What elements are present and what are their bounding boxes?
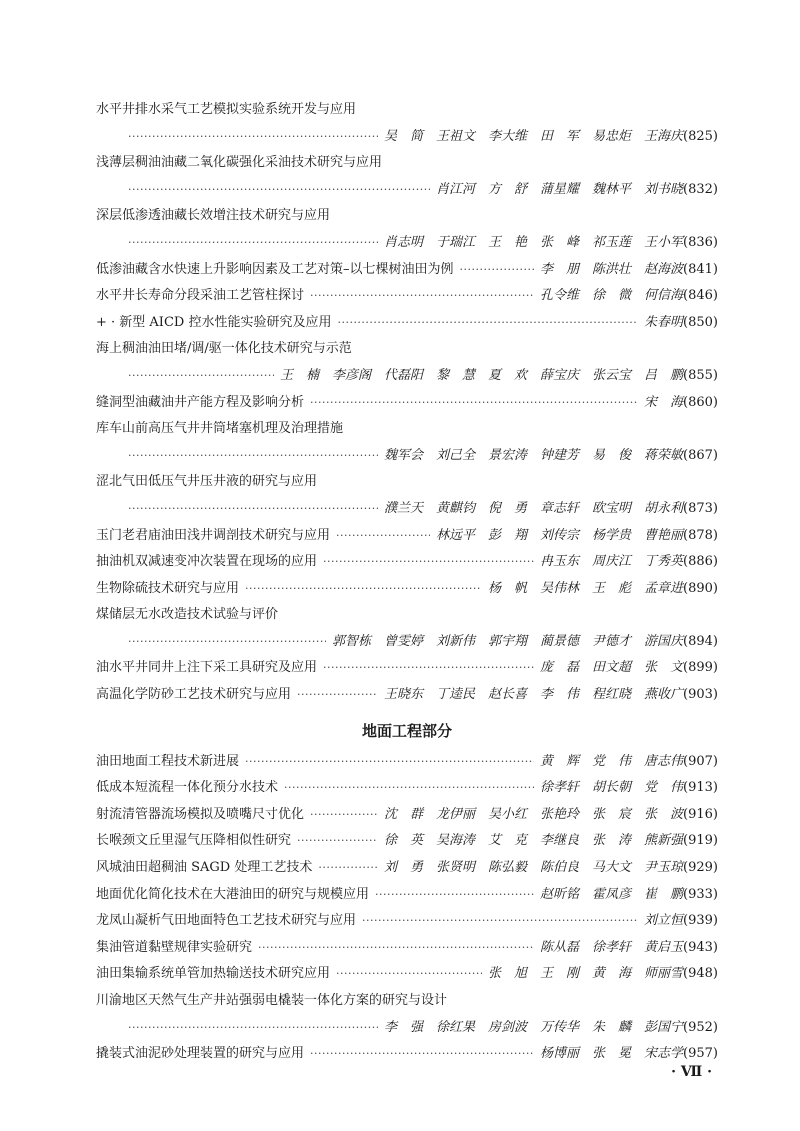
toc-entry [96, 883, 718, 910]
toc-entry-title: 撬装式油泥砂处理装置的研究与应用 [96, 1046, 305, 1062]
toc-entry [96, 962, 718, 989]
toc-entry-page: (929) [683, 860, 718, 876]
toc-entry-title: 水平井排水采气工艺模拟实验系统开发与应用 [96, 102, 357, 117]
toc-entry-authors: 李 朋 陈洪壮 赵海波 [540, 261, 684, 277]
toc-entry-authors: 庞 磊 田文超 张 文 [540, 660, 684, 676]
table-of-contents [96, 98, 718, 1069]
toc-entry-title-row [96, 151, 718, 178]
toc-entry-author-row [96, 231, 718, 258]
toc-entry-author-row [96, 178, 718, 205]
leader-dots [318, 861, 378, 874]
toc-entry [96, 803, 718, 830]
toc-entry-title: 地面优化简化技术在大港油田的研究与规模应用 [96, 886, 370, 902]
toc-list-part-1 [96, 98, 718, 710]
toc-entry-title: 涩北气田低压气井压井液的研究与应用 [96, 474, 318, 490]
toc-entry-authors: 刘立恒 [644, 913, 684, 929]
toc-entry-title: 低成本短流程一体化预分水技术 [96, 780, 279, 796]
toc-entry-authors: 吴 简 王祖文 李大维 田 军 易忠炬 王海庆 [384, 128, 684, 144]
toc-entry [96, 258, 718, 285]
leader-dots [323, 661, 534, 674]
toc-entry-page: (836) [683, 234, 718, 250]
toc-entry-title: 玉门老君庙油田浅井调剖技术研究与应用 [96, 527, 331, 543]
toc-entry-title: 川渝地区天然气生产井站强弱电橇装一体化方案的研究与设计 [96, 993, 448, 1008]
leader-dots [128, 130, 378, 143]
toc-entry-authors: 刘 勇 张贤明 陈弘毅 陈伯良 马大文 尹玉琼 [384, 860, 684, 876]
leader-dots [323, 555, 534, 568]
toc-entry-author-row [96, 125, 718, 152]
toc-entry-author-row [96, 364, 718, 391]
leader-dots [128, 369, 274, 382]
toc-entry-authors: 陈从磊 徐孝轩 黄启玉 [540, 939, 684, 955]
toc-entry-page: (933) [683, 886, 718, 902]
toc-entry-title: 高温化学防砂工艺技术研究与应用 [96, 687, 292, 703]
toc-entry-authors: 杨博丽 张 冕 宋志学 [540, 1046, 684, 1062]
toc-entry-page: (825) [683, 128, 718, 144]
toc-entry-page: (873) [683, 500, 718, 516]
toc-entry-page: (957) [683, 1046, 718, 1062]
toc-entry-title: 油水平井同井上注下采工具研究及应用 [96, 660, 318, 676]
leader-dots [258, 941, 534, 954]
toc-entry-title: 龙凤山凝析气田地面特色工艺技术研究与应用 [96, 913, 357, 929]
leader-dots [310, 289, 534, 302]
toc-entry [96, 656, 718, 683]
toc-entry [96, 776, 718, 803]
toc-entry-page: (913) [683, 780, 718, 796]
section-heading: 地面工程部分 [361, 721, 452, 740]
toc-entry-page: (943) [683, 939, 718, 955]
toc-entry-title: 浅薄层稠油油藏二氧化碳强化采油技术研究与应用 [96, 155, 383, 171]
leader-dots [245, 582, 482, 595]
toc-entry-authors: 徐孝轩 胡长朝 党 伟 [540, 780, 684, 796]
toc-entry-title-row [96, 204, 718, 231]
toc-entry [96, 829, 718, 856]
toc-entry-authors: 沈 群 龙伊丽 吴小红 张艳玲 张 宸 张 波 [384, 806, 684, 822]
toc-entry-page: (832) [683, 181, 718, 197]
leader-dots [284, 781, 534, 794]
leader-dots [310, 808, 378, 821]
leader-dots [297, 834, 378, 847]
toc-entry-page: (939) [683, 913, 718, 929]
toc-entry-page: (890) [683, 580, 718, 596]
toc-entry-title: 长喉颈文丘里湿气压降相似性研究 [96, 833, 292, 849]
leader-dots [336, 967, 482, 980]
toc-entry [96, 750, 718, 777]
toc-entry-authors: 孔令维 徐 微 何信海 [540, 288, 684, 304]
toc-entry-title: 风城油田超稠油 SAGD 处理工艺技术 [96, 860, 313, 876]
leader-dots [310, 396, 638, 409]
toc-entry-page: (850) [683, 314, 718, 330]
toc-entry-title: 煤储层无水改造技术试验与评价 [96, 607, 279, 623]
toc-entry-title: 油田地面工程技术新进展 [96, 753, 240, 769]
leader-dots [336, 529, 430, 542]
toc-entry-title: 库车山前高压气井井筒堵塞机理及治理措施 [96, 421, 344, 437]
toc-entry-authors: 冉玉东 周庆江 丁秀英 [540, 554, 684, 570]
leader-dots [245, 755, 534, 768]
leader-dots [297, 688, 378, 701]
leader-dots [310, 1047, 534, 1060]
toc-entry-author-row [96, 1016, 718, 1043]
toc-entry-title: 抽油机双减速变冲次装置在现场的应用 [96, 554, 318, 570]
toc-entry-title-row [96, 603, 718, 630]
toc-entry-title: 缝洞型油藏油井产能方程及影响分析 [96, 394, 305, 410]
toc-entry-authors: 魏军会 刘己全 景宏涛 钟建芳 易 俊 蒋荣敏 [384, 447, 684, 463]
toc-entry-authors: 朱春明 [644, 314, 684, 330]
leader-dots [128, 635, 326, 648]
toc-entry-authors: 王 楠 李彦阁 代磊阳 黎 慧 夏 欢 薛宝庆 张云宝 吕 鹏 [280, 367, 684, 383]
leader-dots [128, 1021, 378, 1034]
toc-entry-authors: 黄 辉 党 伟 唐志伟 [540, 753, 684, 769]
toc-entry [96, 683, 718, 710]
toc-entry-title: 射流清管器流场模拟及喷嘴尺寸优化 [96, 806, 305, 822]
toc-entry-authors: 李 强 徐红果 房剑波 万传华 朱 麟 彭国宁 [384, 1019, 684, 1035]
toc-entry-author-row [96, 630, 718, 657]
toc-entry-title: 海上稠油油田堵/调/驱一体化技术研究与示范 [96, 341, 352, 357]
toc-entry-authors: 郭智栋 曾雯婷 刘新伟 郭宇翔 蔺景德 尹德才 游国庆 [332, 633, 684, 649]
toc-entry-authors: 肖江河 方 舒 蒲星耀 魏林平 刘书晓 [436, 181, 684, 197]
toc-entry-title: 水平井长寿命分段采油工艺管柱探讨 [96, 288, 305, 304]
toc-entry [96, 856, 718, 883]
toc-entry-page: (855) [683, 367, 718, 383]
leader-dots [128, 183, 430, 196]
toc-entry-authors: 林远平 彭 翔 刘传宗 杨学贵 曹艳丽 [436, 527, 684, 543]
toc-entry-page: (948) [683, 966, 718, 982]
leader-dots [128, 236, 378, 249]
toc-entry-page: (841) [683, 261, 718, 277]
toc-entry-title: 低渗油藏含水快速上升影响因素及工艺对策–以七棵树油田为例 [96, 261, 454, 277]
toc-entry-title: + · 新型 AICD 控水性能实验研究及应用 [96, 314, 332, 330]
toc-entry-page: (886) [683, 554, 718, 570]
toc-entry [96, 284, 718, 311]
toc-entry [96, 936, 718, 963]
leader-dots [375, 888, 534, 901]
toc-entry-author-row [96, 444, 718, 471]
toc-entry-title: 油田集输系统单管加热输送技术研究应用 [96, 966, 331, 982]
toc-entry-authors: 肖志明 于瑞江 王 艳 张 峰 祁玉莲 王小军 [384, 234, 684, 250]
toc-entry-title-row [96, 417, 718, 444]
toc-entry-title-row [96, 98, 718, 125]
page-number: · Ⅶ · [671, 1064, 712, 1080]
toc-entry-page: (846) [683, 288, 718, 304]
toc-entry-title-row [96, 470, 718, 497]
toc-entry-author-row [96, 497, 718, 524]
toc-entry-title: 生物除硫技术研究与应用 [96, 580, 240, 596]
toc-entry-authors: 濮兰天 黄麒钧 倪 勇 章志轩 欧宝明 胡永利 [384, 500, 684, 516]
toc-entry-page: (919) [683, 833, 718, 849]
toc-entry-title: 深层低渗透油藏长效增注技术研究与应用 [96, 208, 331, 224]
leader-dots [337, 316, 638, 329]
toc-entry [96, 524, 718, 551]
toc-entry-page: (952) [683, 1019, 718, 1035]
toc-list-part-2 [96, 750, 718, 1069]
toc-entry-title-row [96, 337, 718, 364]
toc-entry-page: (878) [683, 527, 718, 543]
leader-dots [128, 449, 378, 462]
toc-entry [96, 550, 718, 577]
leader-dots [362, 914, 638, 927]
toc-entry [96, 1042, 718, 1069]
toc-entry-authors: 赵昕铭 霍凤彦 崔 鹏 [540, 886, 684, 902]
toc-entry [96, 909, 718, 936]
toc-entry-page: (916) [683, 806, 718, 822]
toc-entry-page: (899) [683, 660, 718, 676]
toc-entry-page: (867) [683, 447, 718, 463]
toc-entry-authors: 张 旭 王 刚 黄 海 师丽雪 [488, 966, 684, 982]
leader-dots [460, 263, 534, 276]
toc-entry [96, 391, 718, 418]
toc-entry-page: (860) [683, 394, 718, 410]
toc-entry-authors: 徐 英 吴海涛 艾 克 李继良 张 涛 熊新强 [384, 833, 684, 849]
toc-entry-page: (903) [683, 687, 718, 703]
toc-entry-title: 集油管道黏壁规律实验研究 [96, 939, 253, 955]
toc-entry-page: (894) [683, 633, 718, 649]
toc-entry-authors: 王晓东 丁逵民 赵长喜 李 伟 程红晓 燕收广 [384, 687, 684, 703]
toc-entry [96, 311, 718, 338]
leader-dots [128, 502, 378, 515]
toc-entry-authors: 宋 海 [644, 394, 684, 410]
toc-entry [96, 577, 718, 604]
toc-entry-page: (907) [683, 753, 718, 769]
toc-entry-title-row [96, 989, 718, 1016]
toc-entry-authors: 杨 帆 吴伟林 王 彪 孟章进 [488, 580, 684, 596]
